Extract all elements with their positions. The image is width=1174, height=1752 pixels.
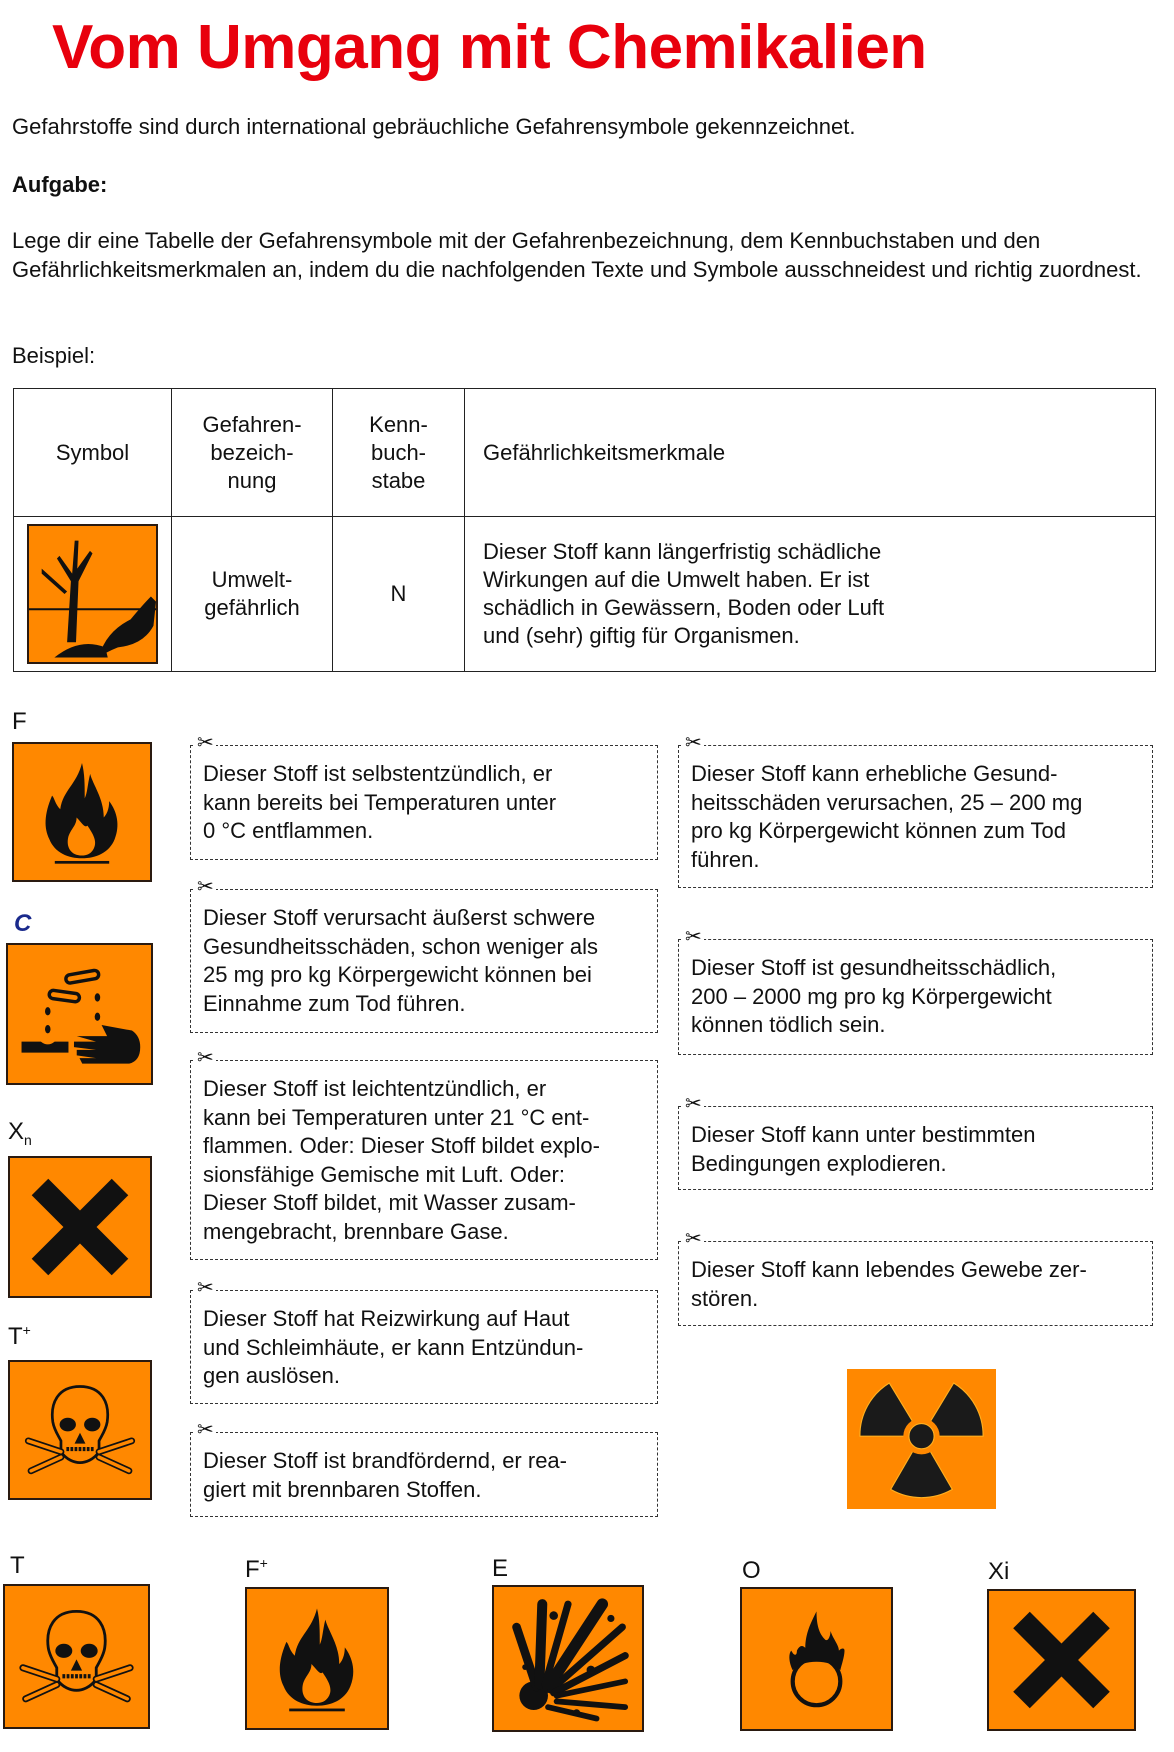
card-line: Dieser Stoff kann unter bestimmten: [691, 1122, 1036, 1147]
scissors-icon: ✂: [197, 1277, 214, 1299]
card-line: Einnahme zum Tod führen.: [203, 990, 466, 1016]
card-line: sionsfähige Gemische mit Luft. Oder:: [203, 1161, 565, 1187]
card-line: Bedingungen explodieren.: [691, 1150, 947, 1176]
header-line: stabe: [371, 467, 426, 493]
x-cross-icon[interactable]: [987, 1589, 1136, 1731]
scissors-icon: ✂: [685, 732, 702, 754]
card-line: Dieser Stoff ist brandfördernd, er rea-: [203, 1448, 567, 1473]
row-merkmale-cell: [465, 517, 1156, 672]
x-cross-icon[interactable]: [8, 1156, 152, 1298]
letter-sub: n: [24, 1131, 32, 1148]
symbol-letter-o: O: [742, 1557, 761, 1584]
header-line: nung: [227, 467, 277, 493]
symbol-letter-tplus: [8, 1322, 31, 1351]
card-line: flammen. Oder: Dieser Stoff bildet explo-: [203, 1133, 600, 1158]
card-line: Dieser Stoff bildet, mit Wasser zusam-: [203, 1190, 576, 1215]
row-line: Wirkungen auf die Umwelt haben. Er ist: [483, 567, 870, 592]
symbol-letter-xi: Xi: [988, 1558, 1010, 1585]
scissors-icon: ✂: [685, 1228, 702, 1250]
symbol-letter-t: T: [10, 1552, 25, 1579]
scissors-icon: ✂: [197, 1047, 214, 1069]
symbol-letter-f: F: [12, 708, 27, 735]
header-symbol: Symbol: [14, 389, 172, 517]
card-line: stören.: [691, 1285, 759, 1311]
row-kennbuchstabe-cell: N: [333, 517, 465, 672]
card-line: kann bereits bei Temperaturen unter: [203, 789, 557, 815]
task-heading: Aufgabe:: [12, 172, 108, 197]
environment-hazard-icon: [27, 524, 158, 664]
row-bezeichnung-cell: [172, 517, 333, 672]
task-text: Lege dir eine Tabelle der Gefahrensymbole mit der Gefahrenbezeichnung, dem Kennbuchstaben und den Gefährlichkeitsmerkmalen an, indem du die nachfolgenden Texte und Symbole ausschneidest und richtig zuordnest.: [12, 228, 1142, 282]
symbol-letter-e: E: [492, 1555, 509, 1582]
scissors-icon: ✂: [685, 926, 702, 948]
row-line: und (sehr) giftig für Organismen.: [483, 623, 800, 648]
flame-icon[interactable]: [245, 1587, 389, 1730]
card-line: mengebracht, brennbare Gase.: [203, 1218, 509, 1244]
example-label: Beispiel:: [12, 343, 96, 368]
cut-card[interactable]: [678, 1093, 1153, 1190]
page-title: Vom Umgang mit Chemikalien: [52, 13, 927, 82]
header-line: Gefahren-: [202, 411, 302, 437]
scissors-icon: ✂: [197, 1419, 214, 1441]
card-line: 200 – 2000 mg pro kg Körpergewicht: [691, 983, 1052, 1009]
card-line: und Schleimhäute, er kann Entzündun-: [203, 1334, 584, 1360]
symbol-letter-xn: [8, 1118, 32, 1148]
letter-sup: +: [22, 1322, 31, 1338]
flame-over-circle-icon[interactable]: [740, 1587, 893, 1731]
cut-card[interactable]: [190, 732, 658, 860]
scissors-icon: ✂: [197, 876, 214, 898]
card-line: Dieser Stoff ist gesundheitsschädlich,: [691, 955, 1057, 980]
letter-main: X: [8, 1118, 25, 1145]
skull-icon[interactable]: [8, 1360, 152, 1500]
cut-card[interactable]: [678, 732, 1153, 888]
radiation-icon[interactable]: [847, 1369, 996, 1509]
cut-card[interactable]: [190, 1047, 658, 1260]
header-kennbuchstabe: [333, 389, 465, 517]
card-line: Gesundheitsschäden, schon weniger als: [203, 933, 599, 959]
cut-card[interactable]: [190, 876, 658, 1033]
header-merkmale: Gefährlichkeitsmerkmale: [465, 389, 1156, 517]
card-line: heitsschäden verursachen, 25 – 200 mg: [691, 789, 1083, 815]
card-line: Dieser Stoff kann lebendes Gewebe zer-: [691, 1257, 1087, 1282]
card-line: gen auslösen.: [203, 1363, 340, 1388]
row-line: gefährlich: [204, 595, 300, 620]
cut-card[interactable]: [678, 1228, 1153, 1326]
header-line: bezeich-: [210, 439, 294, 465]
letter-main: T: [8, 1323, 23, 1350]
symbol-letter-fplus: [245, 1555, 268, 1584]
card-line: 25 mg pro kg Körpergewicht können bei: [203, 962, 592, 987]
card-line: Dieser Stoff ist leichtentzündlich, er: [203, 1076, 547, 1101]
scissors-icon: ✂: [197, 732, 214, 754]
card-line: kann bei Temperaturen unter 21 °C ent-: [203, 1104, 590, 1130]
row-line: Umwelt-: [211, 567, 293, 592]
card-line: pro kg Körpergewicht können zum Tod: [691, 818, 1067, 843]
cut-card[interactable]: [190, 1419, 658, 1517]
card-line: Dieser Stoff kann erhebliche Gesund-: [691, 761, 1058, 786]
skull-icon[interactable]: [3, 1584, 150, 1729]
row-line: Dieser Stoff kann längerfristig schädliche: [483, 539, 882, 564]
card-line: giert mit brennbaren Stoffen.: [203, 1476, 482, 1502]
card-line: Dieser Stoff ist selbstentzündlich, er: [203, 761, 553, 786]
explosion-icon[interactable]: [492, 1585, 644, 1732]
row-line: schädlich in Gewässern, Boden oder Luft: [483, 595, 885, 620]
card-line: 0 °C entflammen.: [203, 818, 374, 843]
card-line: führen.: [691, 846, 760, 872]
corrosive-icon[interactable]: [6, 943, 153, 1085]
intro-text: Gefahrstoffe sind durch international gebräuchliche Gefahrensymbole gekennzeichnet.: [12, 114, 856, 139]
cut-card[interactable]: [678, 926, 1153, 1055]
card-line: können tödlich sein.: [691, 1012, 886, 1037]
cut-card[interactable]: [190, 1277, 658, 1404]
letter-sup: +: [259, 1555, 268, 1571]
letter-main: F: [245, 1556, 260, 1583]
example-table: [13, 388, 1156, 672]
header-gefahrenbezeichnung: [172, 389, 333, 517]
scissors-icon: ✂: [685, 1093, 702, 1115]
symbol-letter-c: C: [14, 910, 32, 937]
header-line: Kenn-: [369, 411, 428, 437]
header-line: buch-: [370, 439, 427, 465]
table-header-row: [14, 389, 1156, 517]
flame-icon[interactable]: [12, 742, 152, 882]
card-line: Dieser Stoff verursacht äußerst schwere: [203, 905, 596, 930]
row-symbol-cell: [14, 517, 172, 672]
card-line: Dieser Stoff hat Reizwirkung auf Haut: [203, 1306, 570, 1331]
table-row: [14, 517, 1156, 672]
